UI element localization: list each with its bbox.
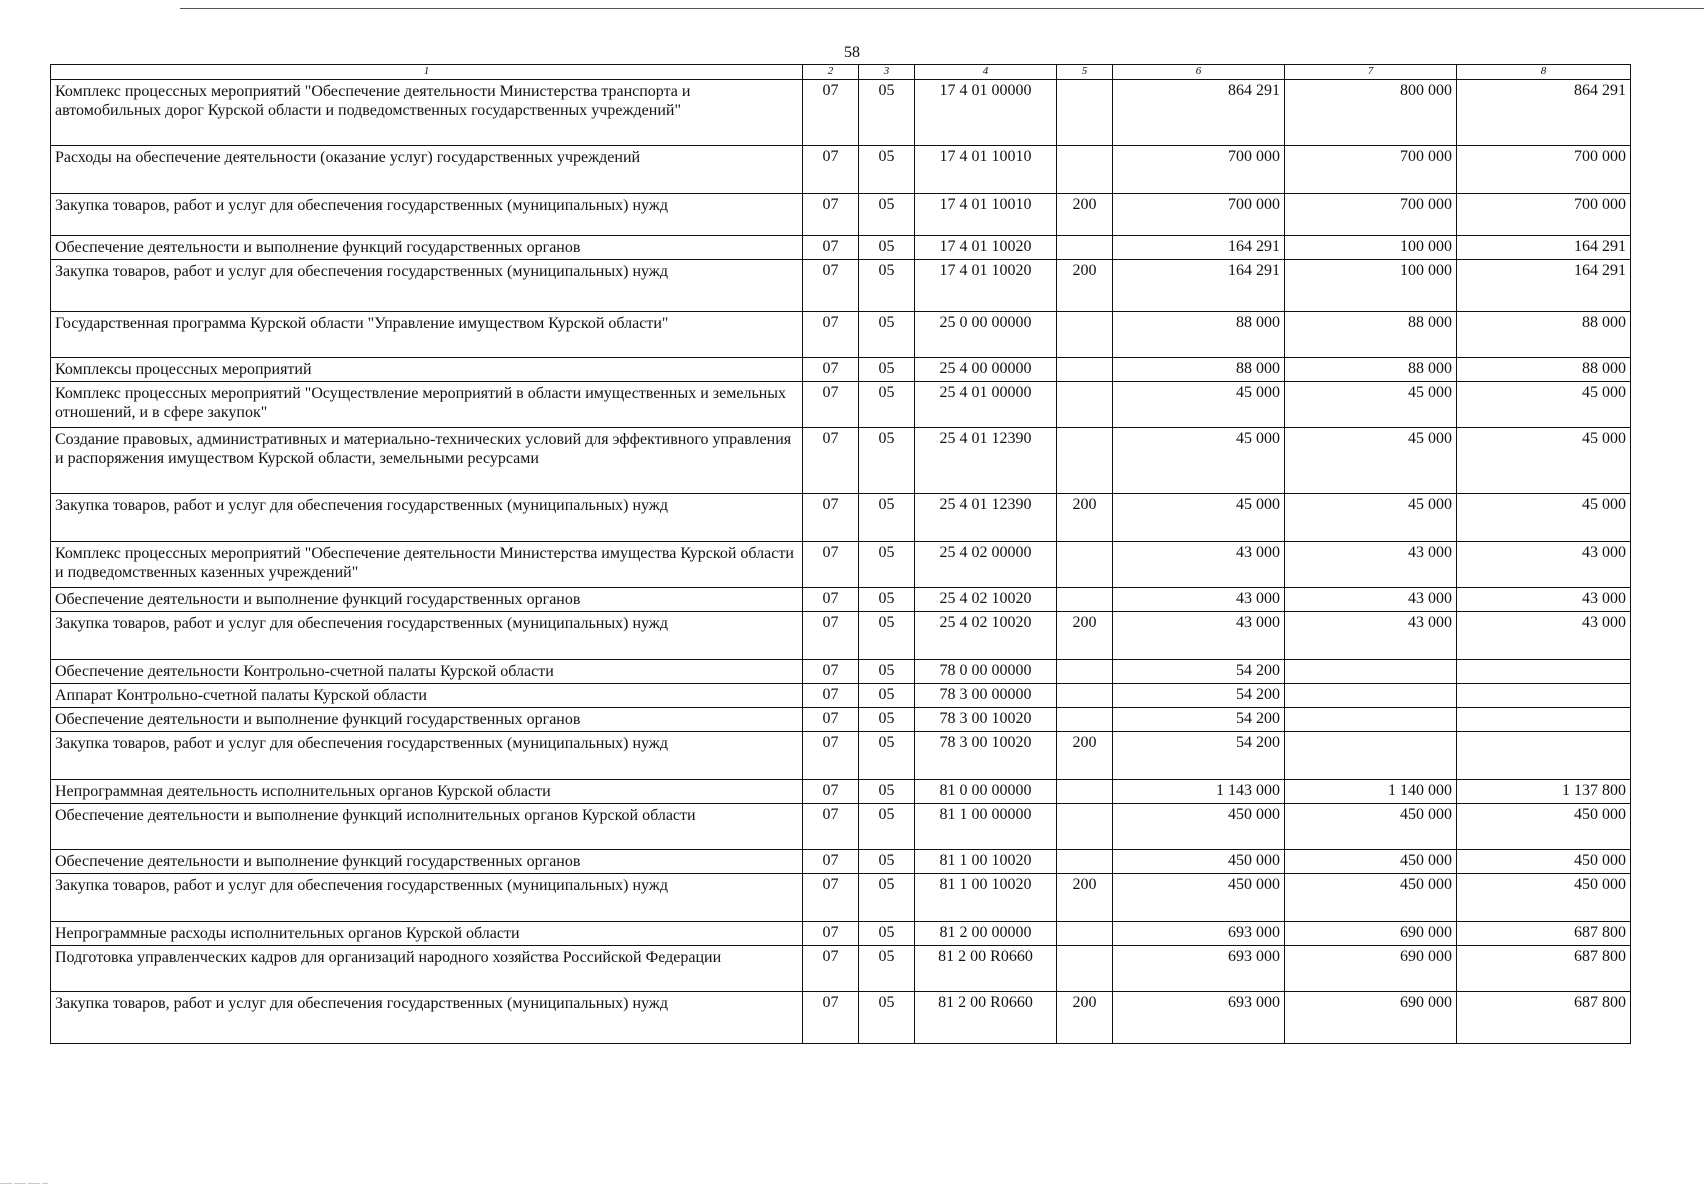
subsection-code-cell: 05 [859, 428, 915, 494]
table-row [51, 992, 1631, 1044]
table-row [51, 874, 1631, 922]
table-row [51, 312, 1631, 358]
expense-type-cell [1057, 804, 1113, 850]
amount-col6-cell: 45 000 [1113, 382, 1285, 428]
target-article-cell: 17 4 01 00000 [915, 80, 1057, 146]
amount-col6-cell: 450 000 [1113, 850, 1285, 874]
table-row [51, 382, 1631, 428]
amount-col8-cell: 1 137 800 [1457, 780, 1631, 804]
section-code-cell: 07 [803, 946, 859, 992]
row-name-cell: Закупка товаров, работ и услуг для обеспечения государственных (муниципальных) нужд [51, 612, 803, 660]
table-row [51, 494, 1631, 542]
scan-edge-line [180, 8, 1704, 9]
amount-col8-cell: 864 291 [1457, 80, 1631, 146]
row-name-cell: Закупка товаров, работ и услуг для обеспечения государственных (муниципальных) нужд [51, 992, 803, 1044]
subsection-code-cell: 05 [859, 992, 915, 1044]
section-code-cell: 07 [803, 780, 859, 804]
table-row [51, 194, 1631, 236]
row-name-cell: Обеспечение деятельности и выполнение функций исполнительных органов Курской области [51, 804, 803, 850]
target-article-cell: 81 1 00 10020 [915, 850, 1057, 874]
target-article-cell: 25 4 01 12390 [915, 494, 1057, 542]
row-name-cell: Закупка товаров, работ и услуг для обеспечения государственных (муниципальных) нужд [51, 260, 803, 312]
table-row [51, 80, 1631, 146]
subsection-code-cell: 05 [859, 542, 915, 588]
page-number: 58 [844, 44, 860, 61]
amount-col8-cell: 45 000 [1457, 382, 1631, 428]
table-row [51, 780, 1631, 804]
amount-col7-cell: 43 000 [1285, 542, 1457, 588]
amount-col6-cell: 54 200 [1113, 708, 1285, 732]
amount-col6-cell: 43 000 [1113, 588, 1285, 612]
table-row [51, 660, 1631, 684]
section-code-cell: 07 [803, 588, 859, 612]
target-article-cell: 17 4 01 10010 [915, 194, 1057, 236]
amount-col6-cell: 700 000 [1113, 146, 1285, 194]
section-code-cell: 07 [803, 732, 859, 780]
row-name-cell: Комплекс процессных мероприятий "Осуществление мероприятий в области имущественных и земельных отношений, и в сфере закупок" [51, 382, 803, 428]
amount-col8-cell: 43 000 [1457, 542, 1631, 588]
col-header-8: 8 [1457, 65, 1631, 80]
table-row [51, 946, 1631, 992]
row-name-cell: Создание правовых, административных и материально-технических условий для эффективного управления и распоряжения имуществом Курской области, земельными ресурсами [51, 428, 803, 494]
amount-col6-cell: 54 200 [1113, 684, 1285, 708]
expense-type-cell: 200 [1057, 732, 1113, 780]
amount-col7-cell: 450 000 [1285, 850, 1457, 874]
col-header-5: 5 [1057, 65, 1113, 80]
section-code-cell: 07 [803, 382, 859, 428]
table-row [51, 146, 1631, 194]
amount-col7-cell: 45 000 [1285, 494, 1457, 542]
col-header-3: 3 [859, 65, 915, 80]
row-name-cell: Обеспечение деятельности и выполнение функций государственных органов [51, 850, 803, 874]
amount-col6-cell: 450 000 [1113, 804, 1285, 850]
subsection-code-cell: 05 [859, 804, 915, 850]
amount-col8-cell: 43 000 [1457, 588, 1631, 612]
target-article-cell: 81 1 00 00000 [915, 804, 1057, 850]
section-code-cell: 07 [803, 992, 859, 1044]
subsection-code-cell: 05 [859, 780, 915, 804]
section-code-cell: 07 [803, 80, 859, 146]
target-article-cell: 25 4 01 12390 [915, 428, 1057, 494]
amount-col7-cell [1285, 684, 1457, 708]
row-name-cell: Закупка товаров, работ и услуг для обеспечения государственных (муниципальных) нужд [51, 194, 803, 236]
amount-col6-cell: 54 200 [1113, 732, 1285, 780]
target-article-cell: 81 0 00 00000 [915, 780, 1057, 804]
amount-col7-cell: 45 000 [1285, 382, 1457, 428]
section-code-cell: 07 [803, 260, 859, 312]
row-name-cell: Закупка товаров, работ и услуг для обеспечения государственных (муниципальных) нужд [51, 732, 803, 780]
section-code-cell: 07 [803, 428, 859, 494]
amount-col7-cell: 690 000 [1285, 992, 1457, 1044]
row-name-cell: Государственная программа Курской области "Управление имуществом Курской области" [51, 312, 803, 358]
scan-footer-mark: ...... ...... ...... ... [0, 1177, 48, 1186]
expense-type-cell [1057, 588, 1113, 612]
section-code-cell: 07 [803, 236, 859, 260]
target-article-cell: 17 4 01 10020 [915, 260, 1057, 312]
amount-col7-cell: 450 000 [1285, 804, 1457, 850]
amount-col8-cell: 700 000 [1457, 194, 1631, 236]
row-name-cell: Закупка товаров, работ и услуг для обеспечения государственных (муниципальных) нужд [51, 874, 803, 922]
row-name-cell: Комплексы процессных мероприятий [51, 358, 803, 382]
amount-col7-cell: 88 000 [1285, 358, 1457, 382]
expense-type-cell [1057, 660, 1113, 684]
amount-col6-cell: 43 000 [1113, 612, 1285, 660]
section-code-cell: 07 [803, 358, 859, 382]
amount-col8-cell: 88 000 [1457, 358, 1631, 382]
section-code-cell: 07 [803, 312, 859, 358]
section-code-cell: 07 [803, 684, 859, 708]
amount-col8-cell: 450 000 [1457, 804, 1631, 850]
amount-col7-cell: 690 000 [1285, 922, 1457, 946]
target-article-cell: 81 2 00 00000 [915, 922, 1057, 946]
expense-type-cell: 200 [1057, 992, 1113, 1044]
amount-col7-cell: 45 000 [1285, 428, 1457, 494]
subsection-code-cell: 05 [859, 494, 915, 542]
row-name-cell: Обеспечение деятельности Контрольно-счетной палаты Курской области [51, 660, 803, 684]
expense-type-cell [1057, 146, 1113, 194]
table-row [51, 850, 1631, 874]
amount-col7-cell: 450 000 [1285, 874, 1457, 922]
expense-type-cell: 200 [1057, 260, 1113, 312]
amount-col6-cell: 88 000 [1113, 312, 1285, 358]
col-header-6: 6 [1113, 65, 1285, 80]
subsection-code-cell: 05 [859, 80, 915, 146]
amount-col8-cell: 450 000 [1457, 850, 1631, 874]
table-row [51, 236, 1631, 260]
target-article-cell: 78 0 00 00000 [915, 660, 1057, 684]
expense-type-cell: 200 [1057, 874, 1113, 922]
row-name-cell: Комплекс процессных мероприятий "Обеспечение деятельности Министерства имущества Курской области и подведомственных казенных учреждений" [51, 542, 803, 588]
amount-col7-cell [1285, 660, 1457, 684]
target-article-cell: 17 4 01 10010 [915, 146, 1057, 194]
table-row [51, 260, 1631, 312]
amount-col8-cell: 687 800 [1457, 946, 1631, 992]
expense-type-cell [1057, 236, 1113, 260]
amount-col7-cell [1285, 732, 1457, 780]
amount-col7-cell: 800 000 [1285, 80, 1457, 146]
amount-col8-cell: 164 291 [1457, 260, 1631, 312]
amount-col8-cell: 43 000 [1457, 612, 1631, 660]
subsection-code-cell: 05 [859, 588, 915, 612]
amount-col7-cell: 100 000 [1285, 236, 1457, 260]
expense-type-cell [1057, 358, 1113, 382]
table-row [51, 922, 1631, 946]
amount-col7-cell: 700 000 [1285, 194, 1457, 236]
section-code-cell: 07 [803, 708, 859, 732]
amount-col6-cell: 164 291 [1113, 236, 1285, 260]
amount-col8-cell: 45 000 [1457, 494, 1631, 542]
amount-col6-cell: 88 000 [1113, 358, 1285, 382]
amount-col6-cell: 693 000 [1113, 992, 1285, 1044]
subsection-code-cell: 05 [859, 732, 915, 780]
amount-col8-cell: 45 000 [1457, 428, 1631, 494]
amount-col6-cell: 693 000 [1113, 946, 1285, 992]
amount-col7-cell: 100 000 [1285, 260, 1457, 312]
amount-col8-cell: 687 800 [1457, 992, 1631, 1044]
target-article-cell: 78 3 00 00000 [915, 684, 1057, 708]
amount-col7-cell [1285, 708, 1457, 732]
expense-type-cell [1057, 708, 1113, 732]
amount-col6-cell: 54 200 [1113, 660, 1285, 684]
section-code-cell: 07 [803, 874, 859, 922]
amount-col6-cell: 164 291 [1113, 260, 1285, 312]
target-article-cell: 25 4 02 10020 [915, 588, 1057, 612]
subsection-code-cell: 05 [859, 684, 915, 708]
subsection-code-cell: 05 [859, 312, 915, 358]
target-article-cell: 81 1 00 10020 [915, 874, 1057, 922]
amount-col6-cell: 45 000 [1113, 494, 1285, 542]
expense-type-cell: 200 [1057, 194, 1113, 236]
subsection-code-cell: 05 [859, 850, 915, 874]
row-name-cell: Непрограммные расходы исполнительных органов Курской области [51, 922, 803, 946]
amount-col6-cell: 45 000 [1113, 428, 1285, 494]
subsection-code-cell: 05 [859, 146, 915, 194]
target-article-cell: 78 3 00 10020 [915, 708, 1057, 732]
expense-type-cell [1057, 684, 1113, 708]
table-row [51, 732, 1631, 780]
section-code-cell: 07 [803, 922, 859, 946]
col-header-2: 2 [803, 65, 859, 80]
amount-col8-cell [1457, 660, 1631, 684]
expense-type-cell [1057, 922, 1113, 946]
expense-type-cell [1057, 80, 1113, 146]
col-header-1: 1 [51, 65, 803, 80]
subsection-code-cell: 05 [859, 260, 915, 312]
amount-col6-cell: 43 000 [1113, 542, 1285, 588]
amount-col8-cell: 164 291 [1457, 236, 1631, 260]
subsection-code-cell: 05 [859, 708, 915, 732]
expense-type-cell [1057, 780, 1113, 804]
table-row [51, 708, 1631, 732]
amount-col6-cell: 450 000 [1113, 874, 1285, 922]
target-article-cell: 17 4 01 10020 [915, 236, 1057, 260]
amount-col8-cell [1457, 708, 1631, 732]
target-article-cell: 25 4 00 00000 [915, 358, 1057, 382]
col-header-7: 7 [1285, 65, 1457, 80]
amount-col7-cell: 43 000 [1285, 588, 1457, 612]
subsection-code-cell: 05 [859, 382, 915, 428]
budget-table [50, 64, 1631, 1044]
section-code-cell: 07 [803, 146, 859, 194]
row-name-cell: Расходы на обеспечение деятельности (оказание услуг) государственных учреждений [51, 146, 803, 194]
amount-col8-cell: 687 800 [1457, 922, 1631, 946]
table-row [51, 358, 1631, 382]
expense-type-cell [1057, 428, 1113, 494]
row-name-cell: Обеспечение деятельности и выполнение функций государственных органов [51, 236, 803, 260]
target-article-cell: 81 2 00 R0660 [915, 992, 1057, 1044]
target-article-cell: 25 4 02 10020 [915, 612, 1057, 660]
amount-col6-cell: 1 143 000 [1113, 780, 1285, 804]
subsection-code-cell: 05 [859, 946, 915, 992]
section-code-cell: 07 [803, 850, 859, 874]
row-name-cell: Обеспечение деятельности и выполнение функций государственных органов [51, 588, 803, 612]
section-code-cell: 07 [803, 804, 859, 850]
section-code-cell: 07 [803, 542, 859, 588]
amount-col8-cell [1457, 684, 1631, 708]
subsection-code-cell: 05 [859, 612, 915, 660]
row-name-cell: Непрограммная деятельность исполнительных органов Курской области [51, 780, 803, 804]
target-article-cell: 81 2 00 R0660 [915, 946, 1057, 992]
amount-col7-cell: 690 000 [1285, 946, 1457, 992]
target-article-cell: 78 3 00 10020 [915, 732, 1057, 780]
amount-col6-cell: 864 291 [1113, 80, 1285, 146]
expense-type-cell [1057, 850, 1113, 874]
section-code-cell: 07 [803, 494, 859, 542]
amount-col7-cell: 700 000 [1285, 146, 1457, 194]
amount-col8-cell: 450 000 [1457, 874, 1631, 922]
amount-col6-cell: 693 000 [1113, 922, 1285, 946]
target-article-cell: 25 4 02 00000 [915, 542, 1057, 588]
section-code-cell: 07 [803, 194, 859, 236]
table-row [51, 588, 1631, 612]
row-name-cell: Комплекс процессных мероприятий "Обеспечение деятельности Министерства транспорта и автомобильных дорог Курской области и подведомственных государственных учреждений" [51, 80, 803, 146]
table-row [51, 542, 1631, 588]
amount-col8-cell: 88 000 [1457, 312, 1631, 358]
amount-col6-cell: 700 000 [1113, 194, 1285, 236]
expense-type-cell [1057, 542, 1113, 588]
amount-col8-cell: 700 000 [1457, 146, 1631, 194]
row-name-cell: Закупка товаров, работ и услуг для обеспечения государственных (муниципальных) нужд [51, 494, 803, 542]
expense-type-cell: 200 [1057, 612, 1113, 660]
col-header-4: 4 [915, 65, 1057, 80]
expense-type-cell: 200 [1057, 494, 1113, 542]
table-row [51, 428, 1631, 494]
subsection-code-cell: 05 [859, 236, 915, 260]
section-code-cell: 07 [803, 612, 859, 660]
amount-col8-cell [1457, 732, 1631, 780]
expense-type-cell [1057, 312, 1113, 358]
table-row [51, 804, 1631, 850]
target-article-cell: 25 0 00 00000 [915, 312, 1057, 358]
row-name-cell: Обеспечение деятельности и выполнение функций государственных органов [51, 708, 803, 732]
subsection-code-cell: 05 [859, 874, 915, 922]
section-code-cell: 07 [803, 660, 859, 684]
amount-col7-cell: 43 000 [1285, 612, 1457, 660]
subsection-code-cell: 05 [859, 922, 915, 946]
table-row [51, 684, 1631, 708]
expense-type-cell [1057, 382, 1113, 428]
expense-type-cell [1057, 946, 1113, 992]
amount-col7-cell: 1 140 000 [1285, 780, 1457, 804]
amount-col7-cell: 88 000 [1285, 312, 1457, 358]
target-article-cell: 25 4 01 00000 [915, 382, 1057, 428]
subsection-code-cell: 05 [859, 194, 915, 236]
table-row [51, 612, 1631, 660]
row-name-cell: Подготовка управленческих кадров для организаций народного хозяйства Российской Федерации [51, 946, 803, 992]
subsection-code-cell: 05 [859, 358, 915, 382]
row-name-cell: Аппарат Контрольно-счетной палаты Курской области [51, 684, 803, 708]
header-row [51, 65, 1631, 80]
subsection-code-cell: 05 [859, 660, 915, 684]
